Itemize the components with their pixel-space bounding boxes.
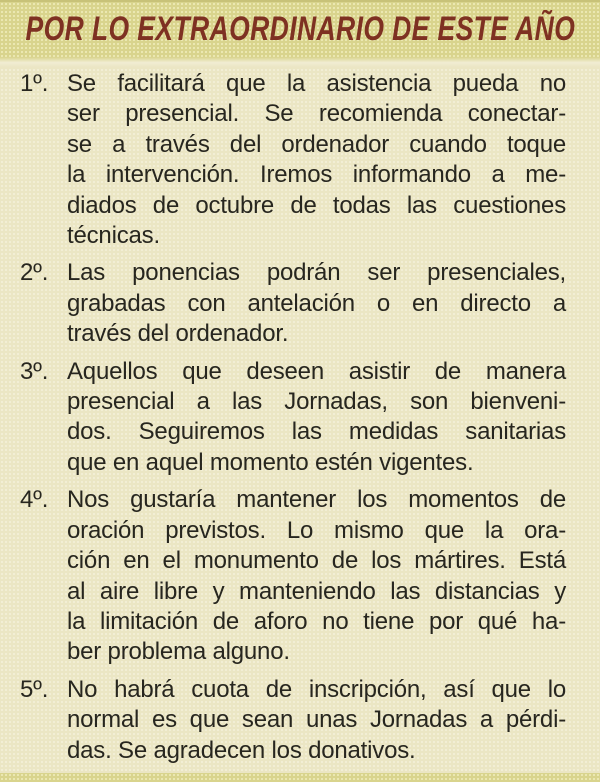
text-line: técnicas. — [67, 222, 160, 250]
text-line: dos. Seguiremos las medidas sanitarias — [67, 418, 566, 446]
list-item-3 — [20, 357, 566, 479]
list-item-1 — [20, 69, 566, 251]
item-text — [67, 675, 566, 766]
text-line: la limitación de aforo no tiene por qué ha- — [67, 607, 566, 635]
text-line: grabadas con antelación o en directo a — [67, 289, 566, 317]
item-number: 5º. — [20, 675, 49, 703]
text-line: oración previstos. Lo mismo que la ora- — [67, 516, 566, 544]
text-line: Nos gustaría mantener los momentos de — [67, 486, 566, 514]
title-band-fade — [0, 57, 600, 67]
item-text — [67, 69, 566, 251]
item-text — [67, 485, 566, 667]
page-title: POR LO EXTRAORDINARIO DE ESTE AÑO — [25, 10, 575, 48]
text-line: das. Se agradecen los donativos. — [67, 736, 416, 764]
text-line: se a través del ordenador cuando toque — [67, 130, 566, 158]
bottom-strip — [0, 773, 600, 782]
item-number: 3º. — [20, 357, 49, 385]
text-line: la intervención. Iremos informando a me- — [67, 161, 566, 189]
list-item-5 — [20, 675, 566, 766]
text-line: normal es que sean unas Jornadas a pérdi- — [67, 706, 566, 734]
list-item-4 — [20, 485, 566, 667]
item-text — [67, 357, 566, 479]
list-item-2 — [20, 258, 566, 349]
item-number: 1º. — [20, 70, 49, 97]
text-line: No habrá cuota de inscripción, así que lo — [67, 675, 566, 703]
text-line: ber problema alguno. — [67, 638, 290, 666]
numbered-list — [0, 67, 600, 773]
text-line: ser presencial. Se recomienda conectar- — [67, 100, 566, 128]
text-line: Las ponencias podrán ser presenciales, — [67, 259, 566, 287]
text-line: presencial a las Jornadas, son bienveni- — [67, 388, 566, 416]
text-line: diados de octubre de todas las cuestiones — [67, 191, 566, 219]
title-band — [0, 0, 600, 57]
text-line: Aquellos que deseen asistir de manera — [67, 357, 566, 385]
text-line: través del ordenador. — [67, 320, 289, 348]
text-line: al aire libre y manteniendo las distancias y — [67, 577, 566, 605]
item-text — [67, 258, 566, 349]
text-line: ción en el monumento de los mártires. Está — [67, 547, 566, 575]
text-line: Se facilitará que la asistencia pueda no — [67, 70, 566, 97]
text-line: que en aquel momento estén vigentes. — [67, 448, 474, 476]
item-number: 4º. — [20, 486, 49, 514]
item-number: 2º. — [20, 259, 49, 287]
